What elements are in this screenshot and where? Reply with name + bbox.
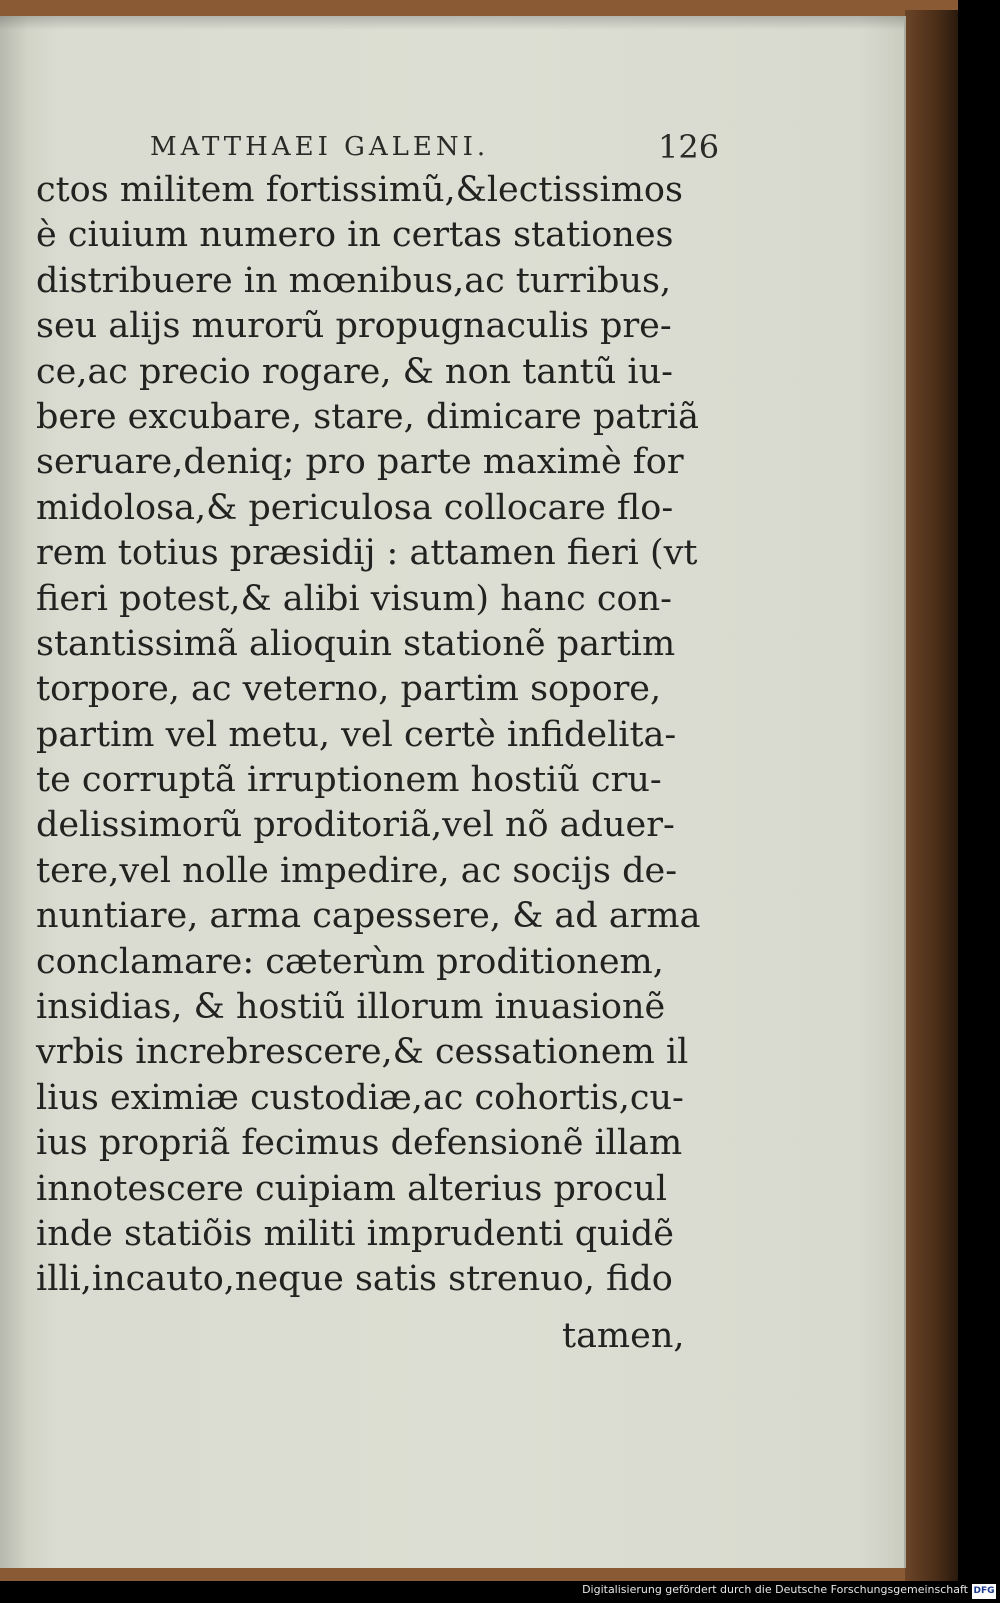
text-line: illi,incauto,neque satis strenuo, fido [36,1259,673,1300]
text-line: inde statiõis militi imprudenti quidẽ [36,1213,674,1254]
text-line: lius eximiæ custodiæ,ac cohortis,cu- [36,1077,684,1118]
text-line: fieri potest,& alibi visum) hanc con- [36,578,672,619]
text-line: stantissimã alioquin stationẽ partim [36,623,676,664]
funding-credit: Digitalisierung gefördert durch die Deutsche Forschungsgemeinschaft [582,1583,968,1596]
text-line: te corruptã irruptionem hostiũ cru- [36,760,662,801]
text-line: seruare,deniq; pro parte maximè for [36,442,684,483]
text-line: rem totius præsidij : attamen fieri (vt [36,533,698,574]
footer-bar [0,1581,1000,1603]
text-line: tere,vel nolle impedire, ac socijs de- [36,850,678,891]
text-line: ctos militem fortissimũ,&lectissimos [36,170,683,210]
page-shadow [0,16,904,30]
book-page [0,16,906,1568]
text-line: bere excubare, stare, dimicare patriã [36,396,699,437]
page-number: 126 [658,128,720,166]
body-text [36,168,701,1303]
catchword: tamen, [562,1316,685,1356]
text-line: è ciuium numero in certas stationes [36,215,674,256]
dfg-logo-icon: DFG [972,1584,996,1599]
text-line: conclamare: cæterùm proditionem, [36,941,664,982]
text-line: seu alijs murorũ propugnaculis pre- [36,306,672,347]
running-head [150,128,720,168]
text-line: partim vel metu, vel certè infidelita- [36,714,677,755]
cover-edge [905,10,958,1581]
text-line: ce,ac precio rogare, & non tantũ iu- [36,351,673,392]
text-line: vrbis increbrescere,& cessationem il [36,1032,689,1073]
text-line: midolosa,& periculosa collocare flo- [36,487,674,528]
text-line: nuntiare, arma capessere, & ad arma [36,896,701,937]
text-line: insidias, & hostiũ illorum inuasionẽ [36,987,666,1028]
running-title: MATTHAEI GALENI. [150,132,490,162]
text-line: delissimorũ proditoriã,vel nõ aduer- [36,805,675,846]
text-line: torpore, ac veterno, partim sopore, [36,669,662,710]
text-line: innotescere cuipiam alterius procul [36,1168,668,1209]
text-line: ius propriã fecimus defensionẽ illam [36,1123,683,1164]
text-line: distribuere in mœnibus,ac turribus, [36,260,672,301]
